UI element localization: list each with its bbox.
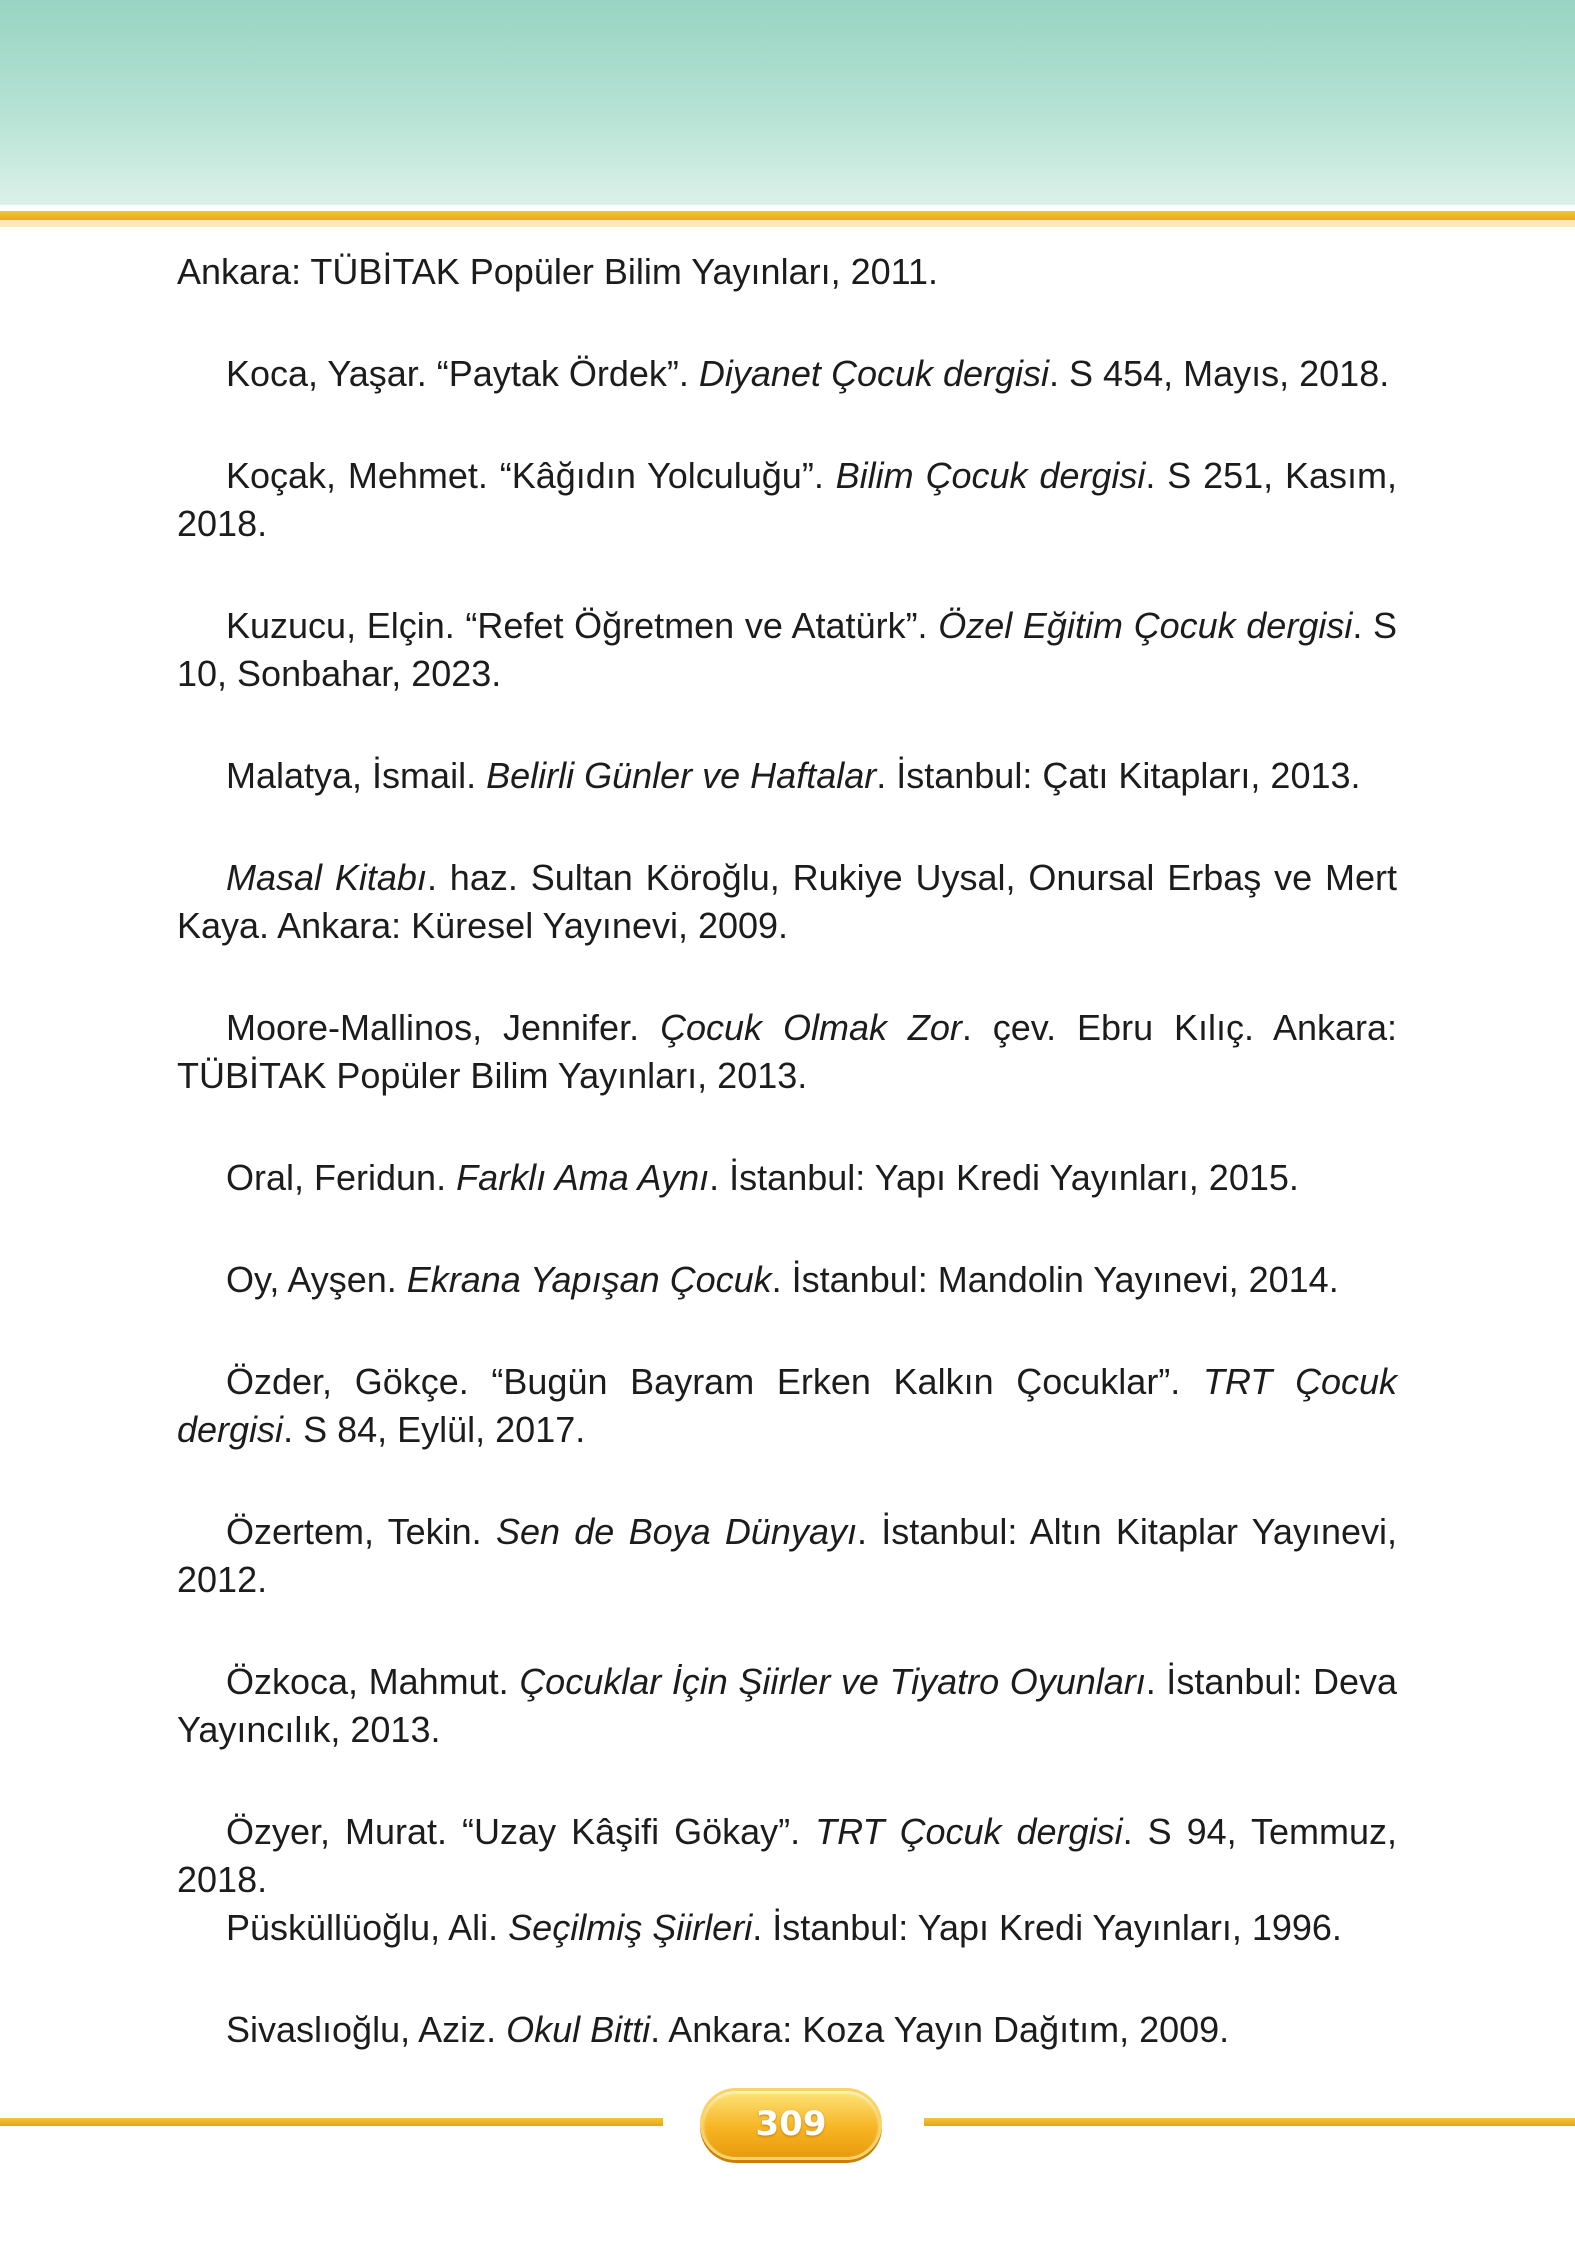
entry-title-italic: Çocuk Olmak Zor — [660, 1007, 962, 1048]
bibliography-entry — [177, 1658, 1397, 1754]
entry-text: . çev. Ebru Kılıç. Ankara: TÜBİTAK Popüler Bilim Yayınları, 2013. — [177, 1007, 1398, 1096]
header-band — [0, 0, 1575, 205]
entry-title-italic: Farklı Ama Aynı — [456, 1157, 710, 1198]
entry-text: . İstanbul: Yapı Kredi Yayınları, 2015. — [709, 1157, 1299, 1198]
entry-text: Malatya, İsmail. — [226, 755, 487, 796]
entry-text: Koca, Yaşar. “Paytak Ördek”. — [226, 353, 699, 394]
entry-title-italic: Sen de Boya Dünyayı — [495, 1511, 857, 1552]
entry-text: Oral, Feridun. — [226, 1157, 457, 1198]
entry-text: . S 10, Sonbahar, 2023. — [177, 605, 1398, 694]
entry-text: Oy, Ayşen. — [226, 1259, 407, 1300]
entry-text: Özertem, Tekin. — [226, 1511, 496, 1552]
entry-text: Özder, Gökçe. “Bugün Bayram Erken Kalkın Çocuklar”. — [226, 1361, 1203, 1402]
entry-title-italic: Ekrana Yapışan Çocuk — [406, 1259, 772, 1300]
header-divider-pale — [0, 220, 1575, 227]
entry-text: . İstanbul: Çatı Kitapları, 2013. — [876, 755, 1361, 796]
page-number-badge — [700, 2088, 882, 2160]
bibliography-entry — [177, 1154, 1397, 1202]
entry-text: . S 84, Eylül, 2017. — [283, 1409, 586, 1450]
page-number: 309 — [755, 2104, 827, 2144]
bibliography-entry — [177, 1808, 1397, 1904]
entry-text: Kuzucu, Elçin. “Refet Öğretmen ve Atatürk”. — [226, 605, 939, 646]
entry-text: . S 94, Temmuz, 2018. — [177, 1811, 1397, 1900]
entry-title-italic: Okul Bitti — [506, 2009, 651, 2050]
bibliography-entry — [177, 1508, 1397, 1604]
entry-text: Özyer, Murat. “Uzay Kâşifi Gökay”. — [226, 1811, 816, 1852]
entry-text: . İstanbul: Altın Kitaplar Yayınevi, 2012. — [177, 1511, 1397, 1600]
entry-text: . İstanbul: Mandolin Yayınevi, 2014. — [771, 1259, 1339, 1300]
entry-title-italic: Seçilmiş Şiirleri — [508, 1907, 753, 1948]
entry-text: . İstanbul: Yapı Kredi Yayınları, 1996. — [752, 1907, 1342, 1948]
footer-divider-left — [0, 2118, 663, 2126]
entry-text: Özkoca, Mahmut. — [226, 1661, 520, 1702]
bibliography-entry — [177, 248, 1397, 296]
bibliography-entry — [177, 350, 1397, 398]
bibliography-entry — [177, 2006, 1397, 2054]
bibliography-entry — [177, 1004, 1397, 1100]
entry-title-italic: Çocuklar İçin Şiirler ve Tiyatro Oyunları — [519, 1661, 1146, 1702]
bibliography-entry — [177, 1904, 1397, 1952]
entry-text: . haz. Sultan Köroğlu, Rukiye Uysal, Onursal Erbaş ve Mert Kaya. Ankara: Küresel Yayınevi, 2009. — [177, 857, 1398, 946]
footer-divider-right — [924, 2118, 1575, 2126]
bibliography-entry — [177, 1256, 1397, 1304]
entry-title-italic: Özel Eğitim Çocuk dergisi — [938, 605, 1353, 646]
entry-text: Sivaslıoğlu, Aziz. — [226, 2009, 507, 2050]
entry-text: . S 251, Kasım, 2018. — [177, 455, 1397, 544]
bibliography-entry — [177, 1358, 1397, 1454]
entry-text: Ankara: TÜBİTAK Popüler Bilim Yayınları, 2011. — [177, 251, 939, 292]
entry-title-italic: Bilim Çocuk dergisi — [835, 455, 1146, 496]
entry-text: . Ankara: Koza Yayın Dağıtım, 2009. — [650, 2009, 1230, 2050]
entry-title-italic: TRT Çocuk dergisi — [177, 1361, 1397, 1450]
entry-text: Püsküllüoğlu, Ali. — [226, 1907, 509, 1948]
header-divider-gold — [0, 211, 1575, 220]
entry-title-italic: Belirli Günler ve Haftalar — [486, 755, 877, 796]
bibliography-entry — [177, 854, 1397, 950]
bibliography-list — [177, 248, 1397, 2108]
entry-text: Koçak, Mehmet. “Kâğıdın Yolculuğu”. — [226, 455, 836, 496]
bibliography-entry — [177, 602, 1397, 698]
entry-text: . S 454, Mayıs, 2018. — [1049, 353, 1390, 394]
entry-title-italic: TRT Çocuk dergisi — [815, 1811, 1123, 1852]
bibliography-entry — [177, 452, 1397, 548]
bibliography-entry — [177, 752, 1397, 800]
entry-title-italic: Diyanet Çocuk dergisi — [698, 353, 1050, 394]
entry-text: . İstanbul: Deva Yayıncılık, 2013. — [177, 1661, 1397, 1750]
entry-text: Moore-Mallinos, Jennifer. — [226, 1007, 660, 1048]
entry-title-italic: Masal Kitabı — [226, 857, 427, 898]
